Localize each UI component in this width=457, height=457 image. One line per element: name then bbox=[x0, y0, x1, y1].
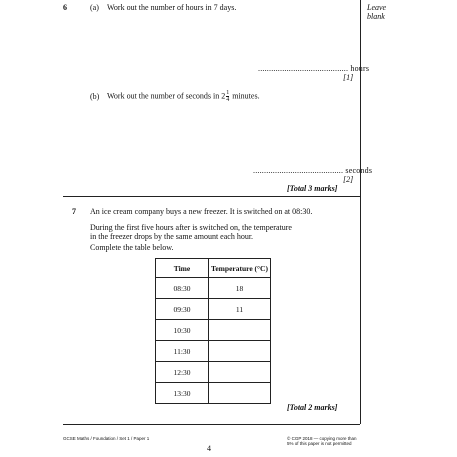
temperature-cell: 11 bbox=[209, 299, 271, 320]
q6b-label: (b) bbox=[90, 92, 100, 101]
leave-label: Leave bbox=[367, 3, 387, 12]
fraction-denominator: 4 bbox=[226, 97, 230, 103]
section-divider bbox=[63, 196, 360, 197]
footer-rule bbox=[63, 424, 360, 425]
q6b-text-post: minutes. bbox=[232, 91, 260, 101]
column-header-time: Time bbox=[156, 259, 209, 278]
time-cell: 09:30 bbox=[156, 299, 209, 320]
mixed-fraction bbox=[226, 90, 229, 103]
temperature-table bbox=[155, 258, 271, 404]
fraction-numerator: 1 bbox=[226, 90, 230, 96]
q6a-marks: [1] bbox=[343, 73, 354, 82]
q7-line-2: During the first five hours after is switched on, the temperature bbox=[90, 223, 292, 232]
temperature-cell: 18 bbox=[209, 278, 271, 299]
q6a-answer-line[interactable]: ......................................... hours bbox=[258, 64, 370, 73]
q6a-label: (a) bbox=[90, 3, 99, 12]
temperature-answer-cell[interactable] bbox=[209, 320, 271, 341]
q7-line-1: An ice cream company buys a new freezer. It is switched on at 08:30. bbox=[90, 207, 313, 216]
time-cell: 12:30 bbox=[156, 362, 209, 383]
q6b-text-pre: Work out the number of seconds in 2 bbox=[107, 91, 226, 101]
footer-copyright-2: 5% of this paper is not permitted bbox=[287, 441, 352, 446]
q6a-text: Work out the number of hours in 7 days. bbox=[107, 3, 237, 12]
time-cell: 08:30 bbox=[156, 278, 209, 299]
temperature-answer-cell[interactable] bbox=[209, 362, 271, 383]
q6b-answer-line[interactable]: ......................................... seconds bbox=[253, 166, 373, 175]
footer-copyright-1: © CGP 2018 — copying more than bbox=[287, 436, 357, 441]
table-row bbox=[156, 341, 271, 362]
page-number: 4 bbox=[207, 444, 211, 453]
footer-paper-title: GCSE Maths / Foundation / Set 1 / Paper 1 bbox=[63, 436, 150, 441]
temperature-answer-cell[interactable] bbox=[209, 341, 271, 362]
q7-line-3: in the freezer drops by the same amount each hour. bbox=[90, 232, 254, 241]
table-header-row bbox=[156, 259, 271, 278]
time-cell: 10:30 bbox=[156, 320, 209, 341]
q7-total-marks: [Total 2 marks] bbox=[287, 403, 338, 412]
column-header-temperature: Temperature (°C) bbox=[209, 259, 271, 278]
table-row bbox=[156, 383, 271, 404]
table-row bbox=[156, 320, 271, 341]
question-7-number: 7 bbox=[72, 207, 76, 216]
q6b-marks: [2] bbox=[343, 175, 354, 184]
time-cell: 13:30 bbox=[156, 383, 209, 404]
time-cell: 11:30 bbox=[156, 341, 209, 362]
table-row bbox=[156, 362, 271, 383]
q7-line-4: Complete the table below. bbox=[90, 243, 174, 252]
q6b-text bbox=[107, 90, 260, 103]
blank-label: blank bbox=[367, 12, 385, 21]
question-6-number: 6 bbox=[63, 3, 67, 12]
table-row bbox=[156, 278, 271, 299]
q6-total-marks: [Total 3 marks] bbox=[287, 184, 338, 193]
table-row bbox=[156, 299, 271, 320]
temperature-answer-cell[interactable] bbox=[209, 383, 271, 404]
